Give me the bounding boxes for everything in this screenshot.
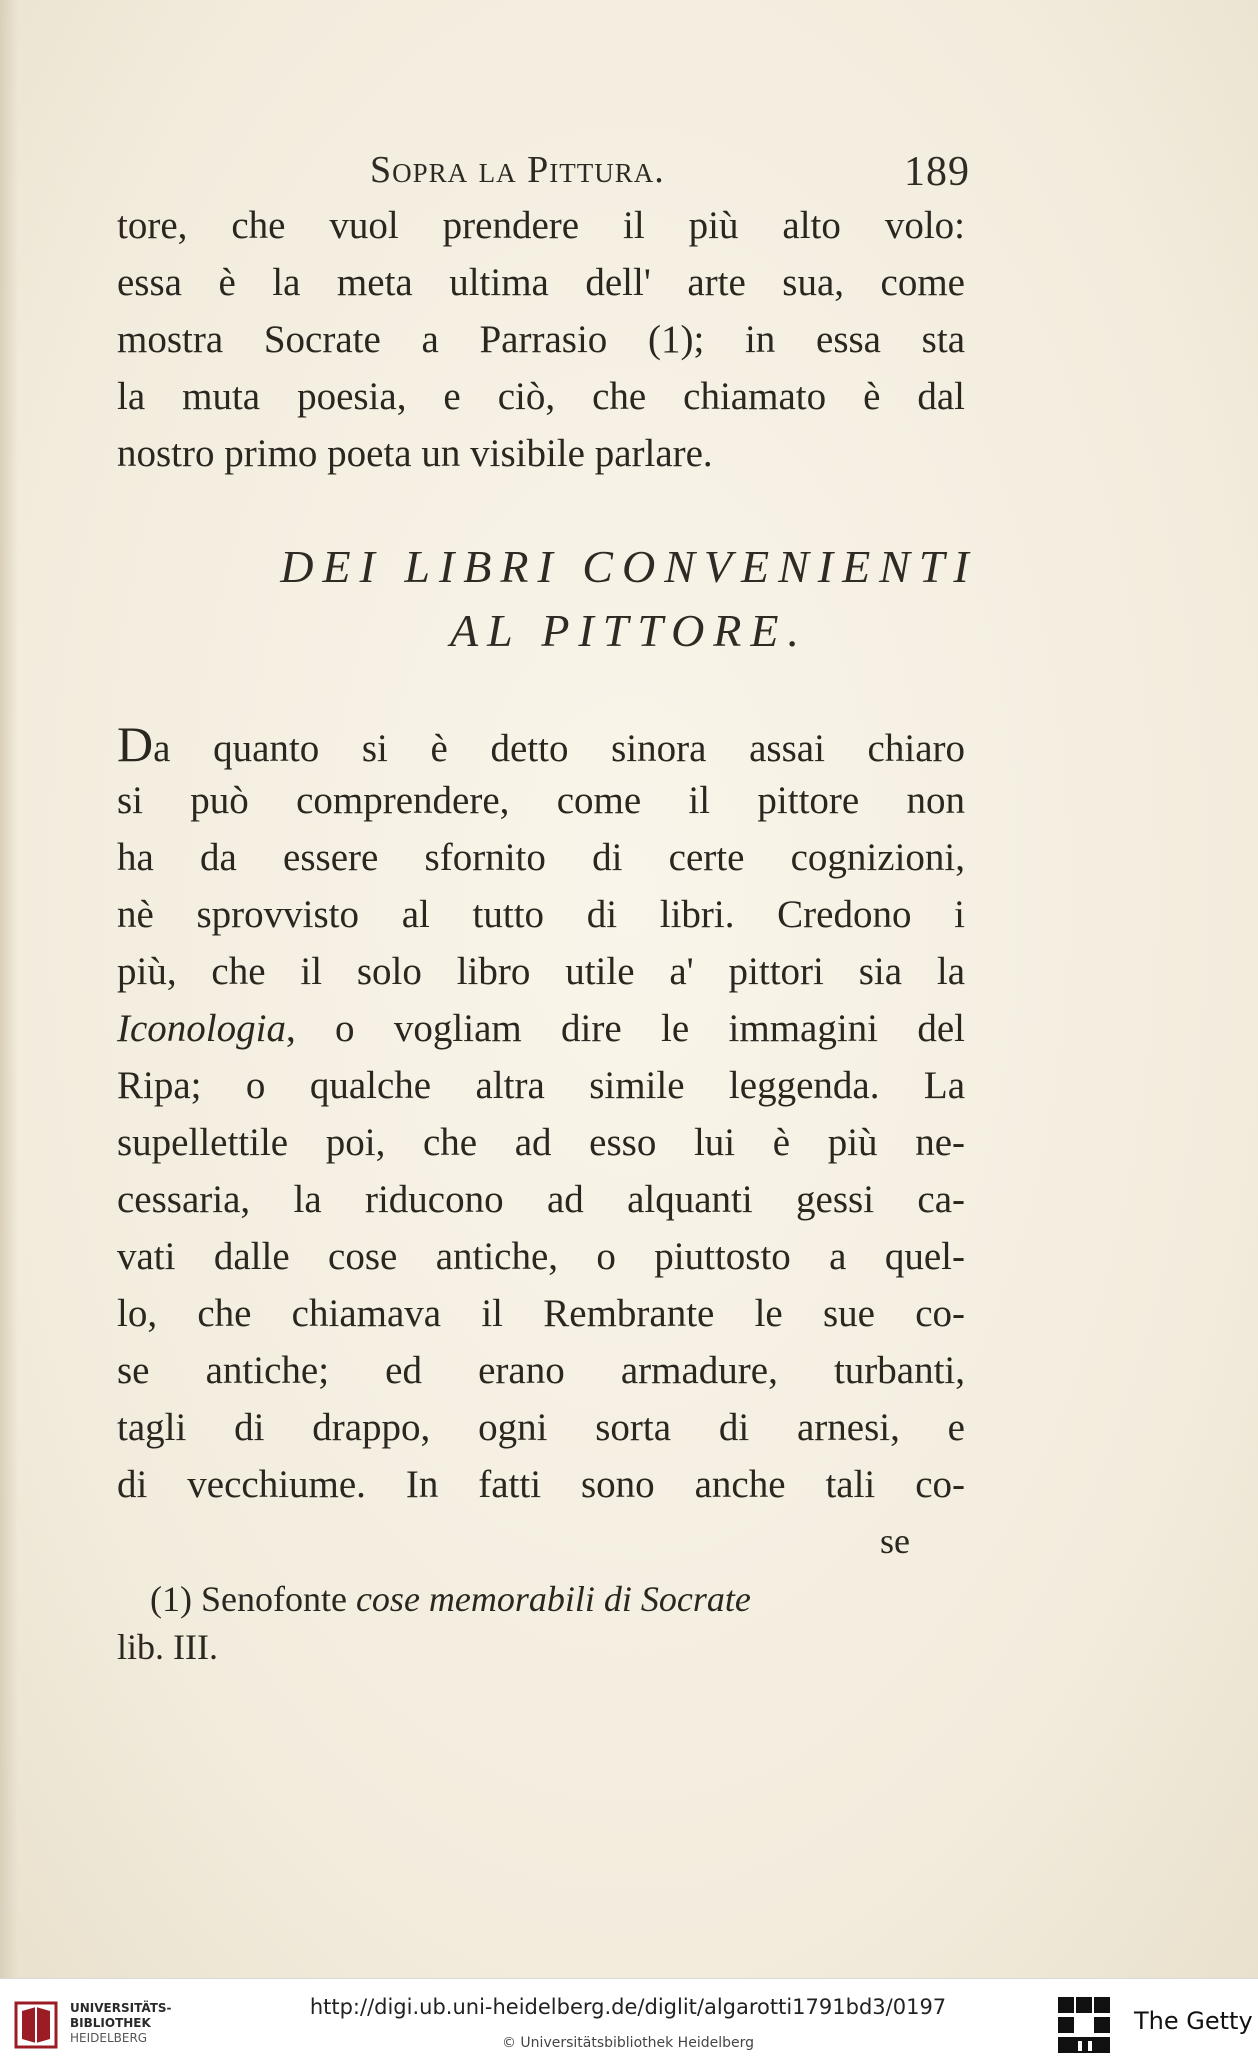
text-line: nostro primo poeta un visibile parlare.	[117, 432, 713, 475]
text-line: ha da essere sfornito di certe cognizioni,	[117, 836, 965, 879]
catchword: se	[880, 1521, 910, 1561]
text-line: supellettile poi, che ad esso lui è più ne-	[117, 1121, 965, 1164]
footnote-italic: cose memorabili di Socrate	[355, 1579, 751, 1619]
section-heading-line1: DEI LIBRI CONVENIENTI	[280, 541, 978, 592]
text-line: lo, che chiamava il Rembrante le sue co-	[117, 1292, 965, 1335]
text-line: più, che il solo libro utile a' pittori sia la	[117, 950, 965, 993]
library-name-line: UNIVERSITÄTS-	[70, 2001, 172, 2015]
running-header	[370, 148, 970, 198]
text-line: nè sprovvisto al tutto di libri. Credono i	[117, 893, 965, 936]
first-line-text: a quanto si è detto sinora assai chiaro	[153, 727, 965, 770]
text-line: tore, che vuol prendere il più alto volo:	[117, 204, 965, 247]
getty-logo-icon	[1058, 1997, 1110, 2053]
text-line: si può comprendere, come il pittore non	[117, 779, 965, 822]
page-number: 189	[904, 149, 970, 195]
text-line: vati dalle cose antiche, o piuttosto a quel-	[117, 1235, 965, 1278]
viewer-footer	[0, 1978, 1258, 2069]
drop-capital: D	[117, 716, 154, 772]
library-name-line: HEIDELBERG	[70, 2031, 148, 2045]
running-title: Sopra la Pittura.	[370, 149, 665, 191]
footnote-line1	[150, 1578, 965, 1620]
section-heading-line2: AL PITTORE.	[449, 605, 809, 656]
italic-title: Iconologia	[117, 1007, 286, 1050]
text-line: tagli di drappo, ogni sorta di arnesi, e	[117, 1406, 965, 1449]
text-line: di vecchiume. In fatti sono anche tali co-	[117, 1463, 965, 1506]
text-line: la muta poesia, e ciò, che chiamato è dal	[117, 375, 965, 418]
text-line-italic	[117, 1001, 965, 1057]
text-line: se antiche; ed erano armadure, turbanti,	[117, 1349, 965, 1392]
text-line: mostra Socrate a Parrasio (1); in essa sta	[117, 318, 965, 361]
text-line: essa è la meta ultima dell' arte sua, come	[117, 261, 965, 304]
getty-label: The Getty	[1134, 2007, 1253, 2035]
footnote-line2: lib. III.	[117, 1627, 218, 1667]
footnote-marker: (1) Senofonte	[150, 1579, 347, 1619]
text-line: cessaria, la riducono ad alquanti gessi ca-	[117, 1178, 965, 1221]
page-gutter-shadow	[0, 0, 18, 1978]
copyright-notice: © Universitätsbibliothek Heidelberg	[501, 2035, 754, 2051]
text-line: Ripa; o qualche altra simile leggenda. La	[117, 1064, 965, 1107]
line-rest: , o vogliam dire le immagini del	[285, 1007, 965, 1050]
university-library-logo-icon	[14, 2001, 58, 2049]
text-line-first	[117, 716, 965, 772]
library-name	[70, 2001, 172, 2046]
library-name-line: BIBLIOTHEK	[70, 2016, 151, 2030]
permalink-url[interactable]: http://digi.ub.uni-heidelberg.de/diglit/algarotti1791bd3/0197	[309, 1995, 947, 2019]
